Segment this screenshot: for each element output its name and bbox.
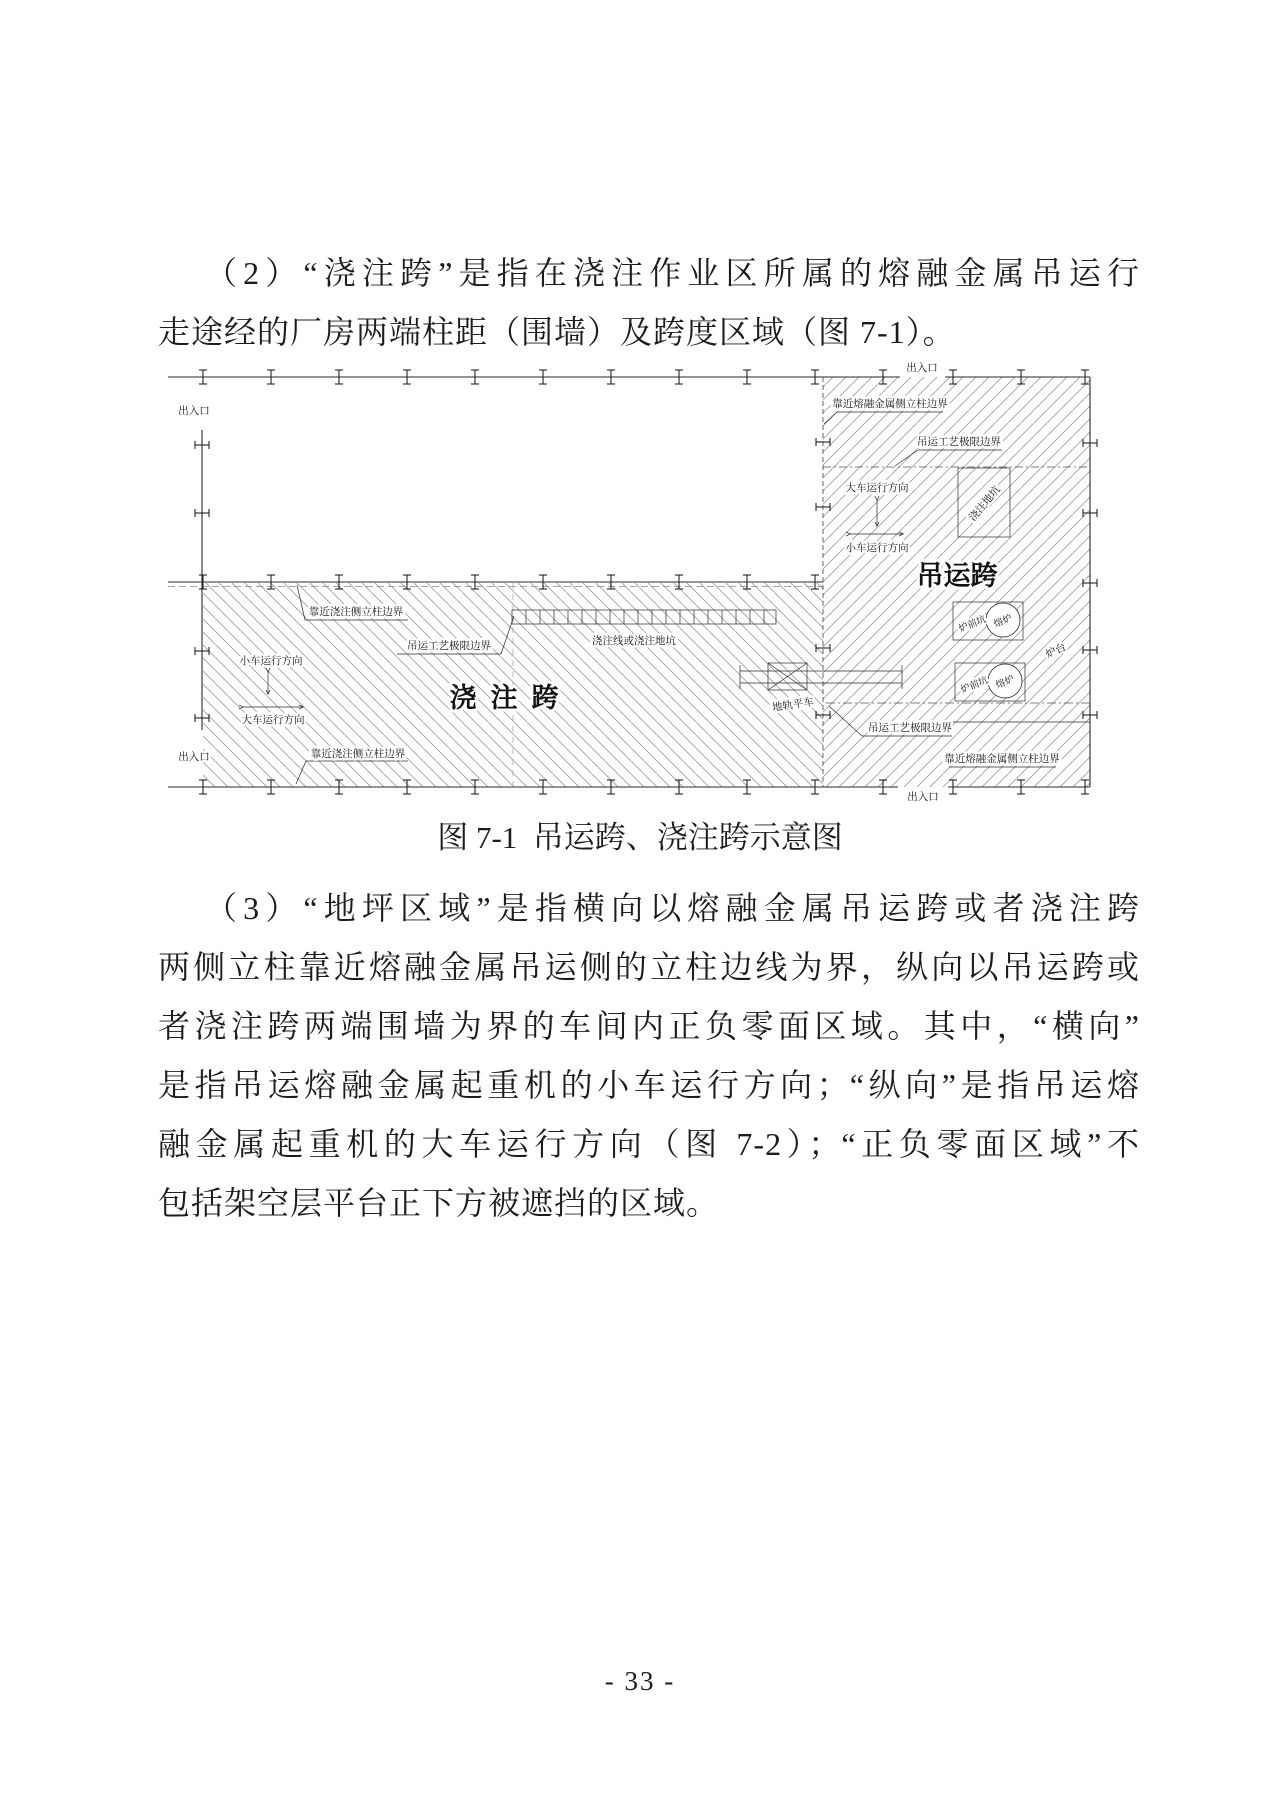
- crane-limit-left-label: 吊运工艺极限边界: [407, 640, 491, 652]
- paragraph-3-line-2: 两侧立柱靠近熔融金属吊运侧的立柱边线为界，纵向以吊运跨或: [158, 949, 1140, 985]
- ground-rail-flat-car-label: 地轨平车: [771, 696, 815, 714]
- entrance-top-label: 出入口: [906, 362, 938, 374]
- crane-limit-top-label: 吊运工艺极限边界: [917, 436, 1001, 448]
- figure-7-1-diagram: [150, 358, 1110, 810]
- paragraph-3-line-4: 是指吊运熔融金属起重机的小车运行方向；“纵向”是指吊运熔: [158, 1067, 1140, 1103]
- entrance-left-bottom-label: 出入口: [178, 751, 210, 763]
- cart-direction-right-label: 大车运行方向: [845, 482, 909, 494]
- paragraph-2-line-1: （2）“浇注跨”是指在浇注作业区所属的熔融金属吊运行: [205, 255, 1140, 291]
- near-pouring-boundary-top-label: 靠近浇注侧立柱边界: [308, 606, 404, 618]
- paragraph-3: [158, 879, 1140, 1233]
- melting-furnace-label-2: 熔炉: [994, 673, 1017, 692]
- near-pouring-boundary-bottom-label: 靠近浇注侧立柱边界: [310, 748, 406, 760]
- melting-furnace-label-1: 熔炉: [992, 612, 1015, 631]
- page-number: - 33 -: [604, 1666, 676, 1696]
- near-molten-boundary-bottom-label: 靠近熔融金属侧立柱边界: [944, 753, 1060, 765]
- crane-span-title: 吊运跨: [916, 561, 998, 591]
- entrance-bottom-label: 出入口: [907, 791, 939, 803]
- pouring-line-label: 浇注线或浇注地坑: [592, 635, 676, 647]
- trolley-direction-right-label: 小车运行方向: [845, 542, 909, 554]
- paragraph-3-line-5: 融金属起重机的大车运行方向（图 7-2）；“正负零面区域”不: [158, 1126, 1140, 1162]
- figure-7-1-caption: 图 7-1 吊运跨、浇注跨示意图: [437, 820, 843, 855]
- cart-direction-left-label: 大车运行方向: [241, 714, 305, 726]
- entrance-left-top-label: 出入口: [178, 405, 210, 417]
- paragraph-2: [158, 244, 1140, 362]
- furnace-platform-label: 炉台: [1043, 641, 1069, 661]
- furnace-front-pit-label-1: 炉前坑: [957, 613, 988, 635]
- pouring-pit-label: 浇注地坑: [966, 483, 1003, 524]
- paragraph-3-line-6: 包括架空层平台正下方被遮挡的区域。: [158, 1185, 720, 1221]
- crane-limit-bottom-right-label: 吊运工艺极限边界: [868, 722, 952, 734]
- pouring-span-title: 浇注跨: [449, 683, 573, 713]
- trolley-direction-left-label: 小车运行方向: [239, 655, 303, 667]
- figure-7-1: [150, 358, 1110, 810]
- paragraph-2-line-2: 走途经的厂房两端柱距（围墙）及跨度区域（图 7-1）。: [158, 314, 956, 350]
- near-molten-boundary-top-label: 靠近熔融金属侧立柱边界: [832, 398, 948, 410]
- paragraph-3-line-1: （3）“地坪区域”是指横向以熔融金属吊运跨或者浇注跨: [205, 890, 1140, 926]
- furnace-front-pit-label-2: 炉前坑: [959, 674, 990, 696]
- paragraph-3-line-3: 者浇注跨两端围墙为界的车间内正负零面区域。其中，“横向”: [158, 1008, 1140, 1044]
